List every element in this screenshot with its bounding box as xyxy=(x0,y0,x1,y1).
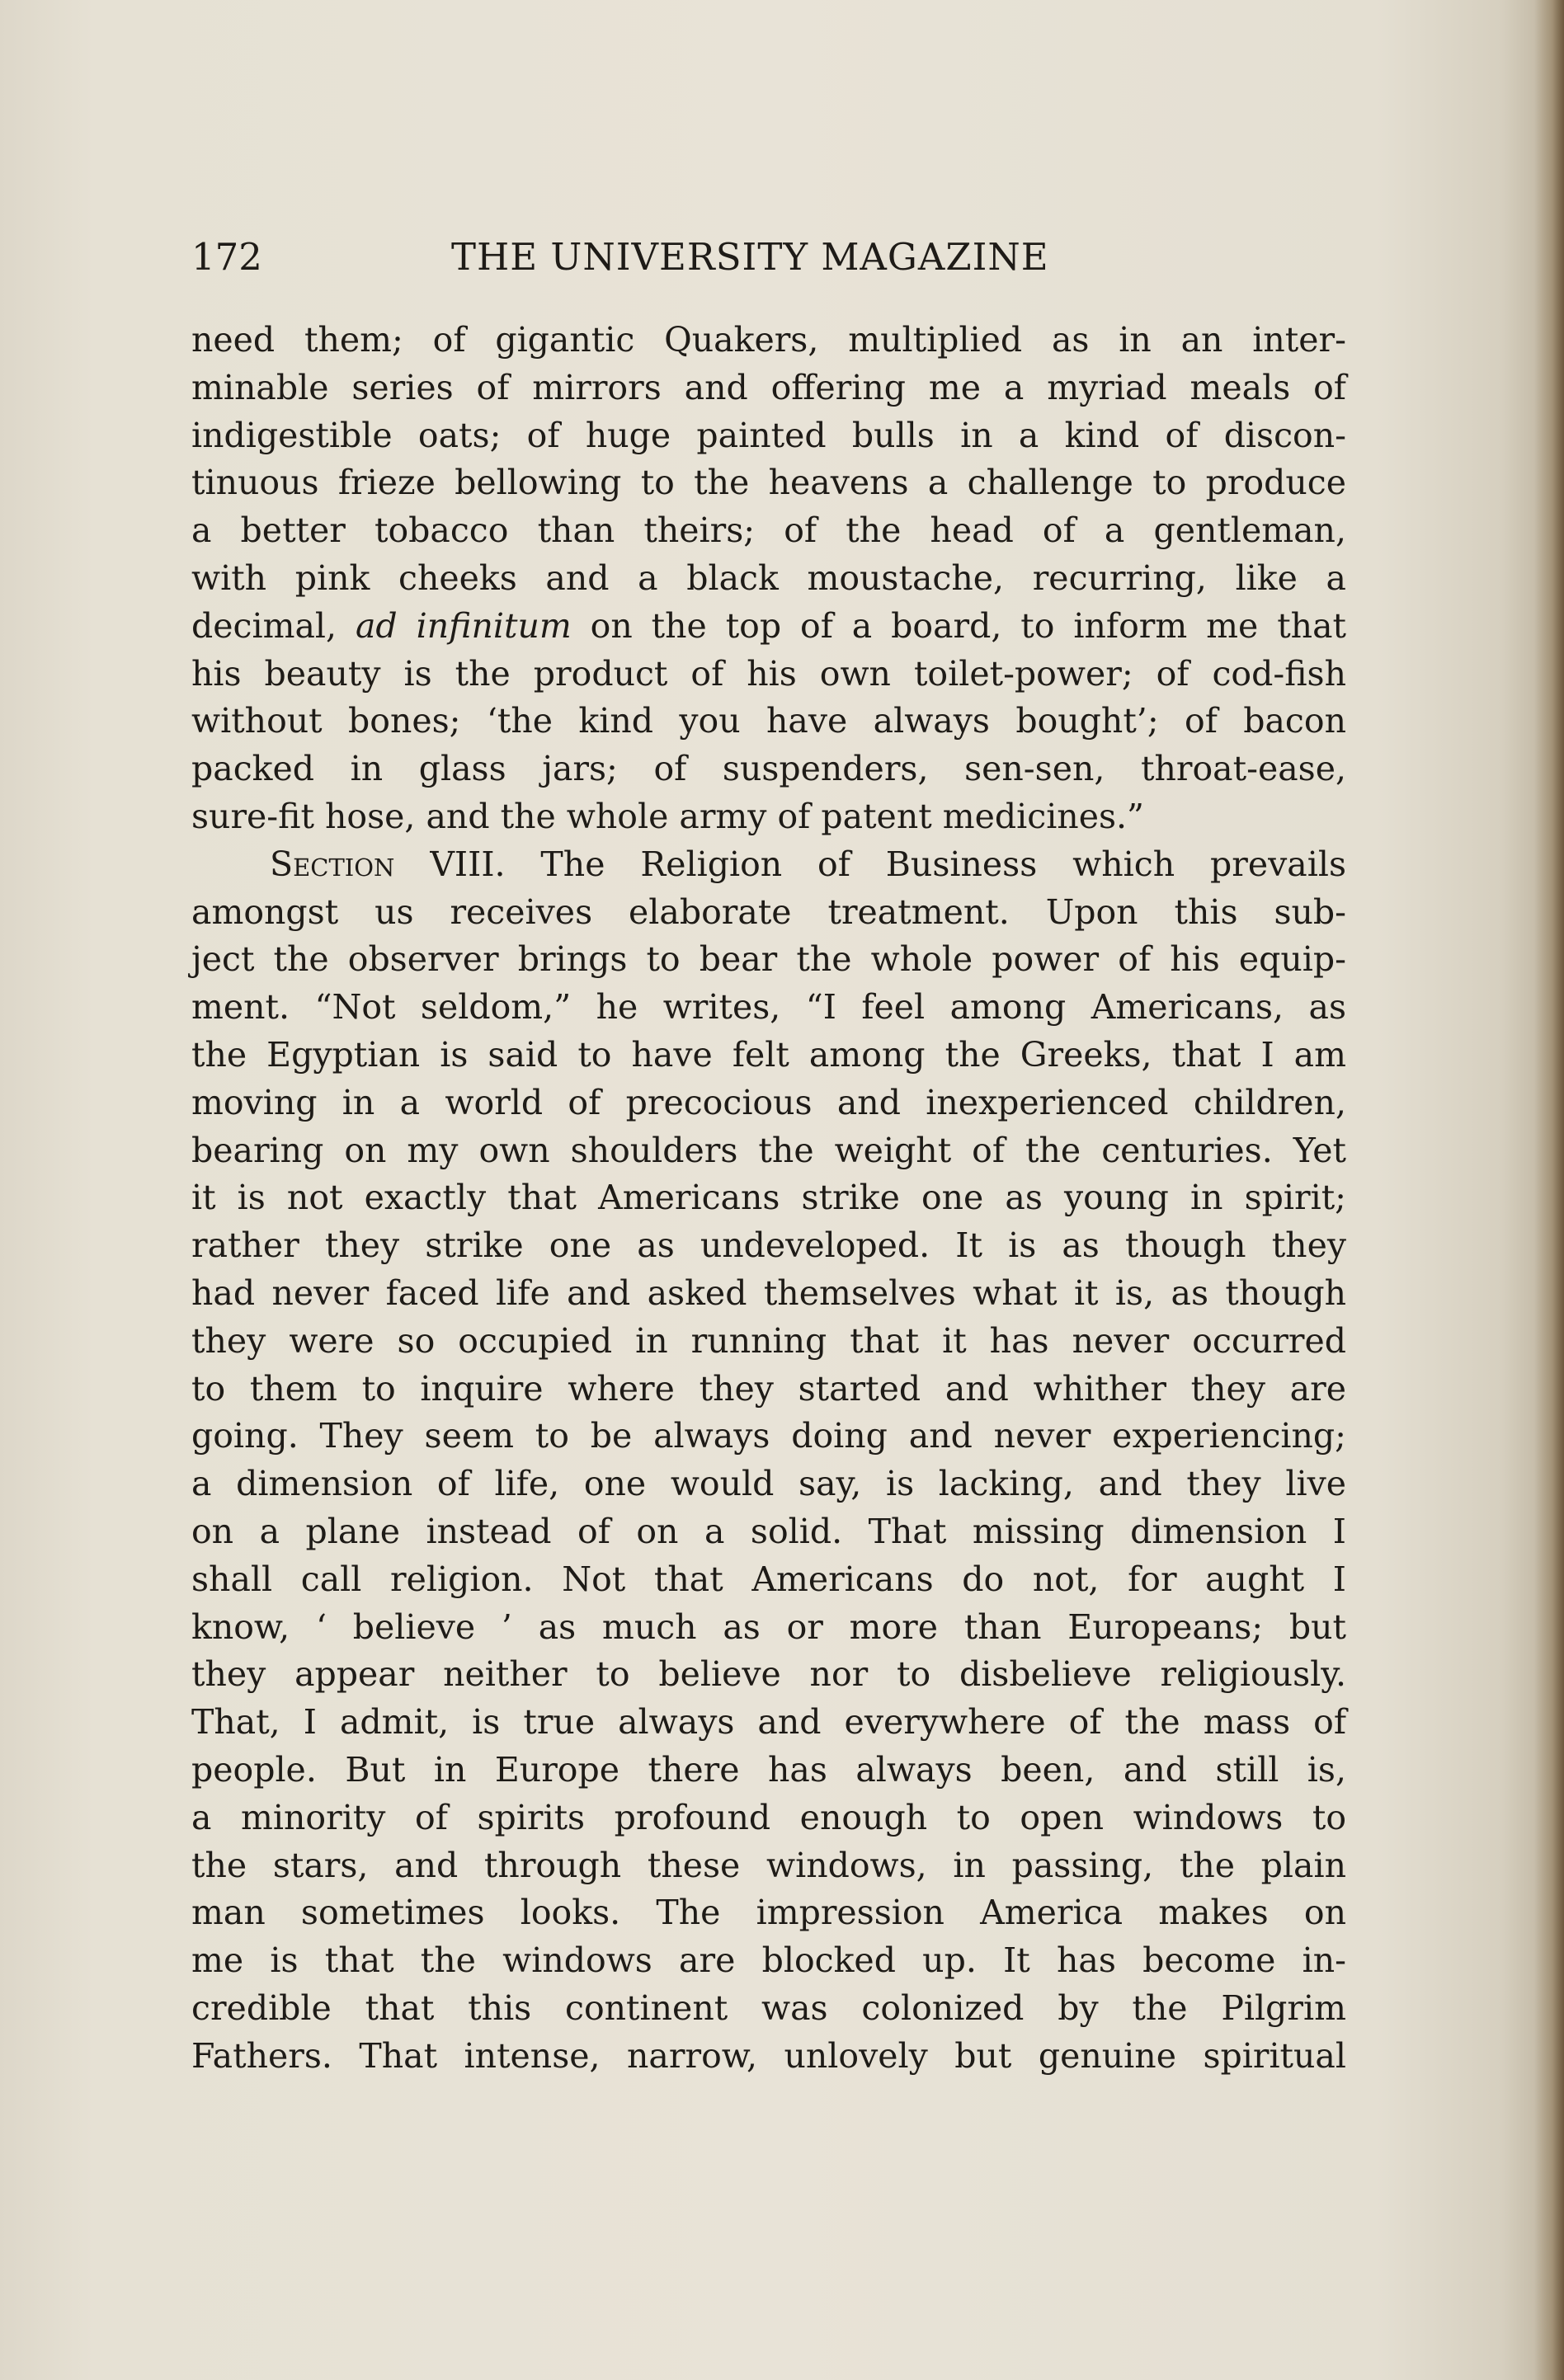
text-line: with pink cheeks and a black moustache, recurring, like a xyxy=(191,557,1346,598)
text-line: they were so occupied in running that it has never occurred xyxy=(191,1320,1346,1361)
text-segment: on the top of a board, to inform me that xyxy=(590,605,1346,646)
text-line: need them; of gigantic Quakers, multiplied as in an inter- xyxy=(191,320,1346,360)
text-line: without bones; ‘the kind you have always bought’; of bacon xyxy=(191,701,1346,741)
text-line: a dimension of life, one would say, is lacking, and they live xyxy=(191,1464,1346,1504)
text-line: me is that the windows are blocked up. It has become in- xyxy=(191,1940,1346,1981)
text-line: going. They seem to be always doing and never experiencing; xyxy=(191,1416,1346,1456)
page-edge-shadow xyxy=(1534,0,1564,2380)
section-label: Section xyxy=(270,844,395,884)
text-line: his beauty is the product of his own toilet-power; of cod-fish xyxy=(191,653,1346,694)
text-line: tinuous frieze bellowing to the heavens a challenge to produce xyxy=(191,463,1346,503)
text-segment: decimal, xyxy=(191,605,337,646)
italic-phrase: ad infinitum xyxy=(355,605,572,646)
text-line: credible that this continent was colonized by the Pilgrim xyxy=(191,1987,1346,2028)
text-line: man sometimes looks. The impression America makes on xyxy=(191,1893,1346,1933)
text-line: the Egyptian is said to have felt among the Greeks, that I am xyxy=(191,1034,1346,1075)
text-line: bearing on my own shoulders the weight of the centuries. Yet xyxy=(191,1130,1346,1170)
text-line: indigestible oats; of huge painted bulls in a kind of discon- xyxy=(191,415,1346,455)
text-line: That, I admit, is true always and everywhere of the mass of xyxy=(191,1702,1346,1743)
text-line: amongst us receives elaborate treatment. Upon this sub- xyxy=(191,891,1346,932)
running-title: THE UNIVERSITY MAGAZINE xyxy=(451,235,1049,279)
text-segment: VIII. The Religion of Business which prevails xyxy=(430,844,1346,884)
text-line: shall call religion. Not that Americans do not, for aught I xyxy=(191,1559,1346,1599)
text-line: on a plane instead of on a solid. That missing dimension I xyxy=(191,1511,1346,1551)
text-line: a better tobacco than theirs; of the head of a gentleman, xyxy=(191,510,1346,551)
text-line: rather they strike one as undeveloped. It is as though they xyxy=(191,1225,1346,1266)
text-line: the stars, and through these windows, in passing, the plain xyxy=(191,1845,1346,1885)
text-line: minable series of mirrors and offering me a myriad meals of xyxy=(191,367,1346,407)
text-line: had never faced life and asked themselves what it is, as though xyxy=(191,1272,1346,1313)
text-line: Fathers. That intense, narrow, unlovely but genuine spiritual xyxy=(191,2035,1346,2076)
body-text xyxy=(191,317,1346,2080)
text-line: people. But in Europe there has always been, and still is, xyxy=(191,1749,1346,1790)
text-line: ject the observer brings to bear the whole power of his equip- xyxy=(191,939,1346,980)
text-line: ment. “Not seldom,” he writes, “I feel among Americans, as xyxy=(191,987,1346,1028)
text-line: know, ‘ believe ’ as much as or more than Europeans; but xyxy=(191,1606,1346,1647)
text-line: packed in glass jars; of suspenders, sen-sen, throat-ease, xyxy=(191,749,1346,789)
text-line: to them to inquire where they started and whither they are xyxy=(191,1368,1346,1409)
text-line: a minority of spirits profound enough to open windows to xyxy=(191,1797,1346,1837)
text-line: sure-fit hose, and the whole army of patent medicines.” xyxy=(191,796,1145,836)
text-line: it is not exactly that Americans strike one as young in spirit; xyxy=(191,1178,1346,1218)
text-line xyxy=(191,841,1346,889)
text-line: moving in a world of precocious and inexperienced children, xyxy=(191,1082,1346,1122)
text-line xyxy=(191,603,1346,651)
page-number: 172 xyxy=(191,235,262,279)
text-line: they appear neither to believe nor to disbelieve religiously. xyxy=(191,1654,1346,1695)
page-header xyxy=(191,235,1082,285)
